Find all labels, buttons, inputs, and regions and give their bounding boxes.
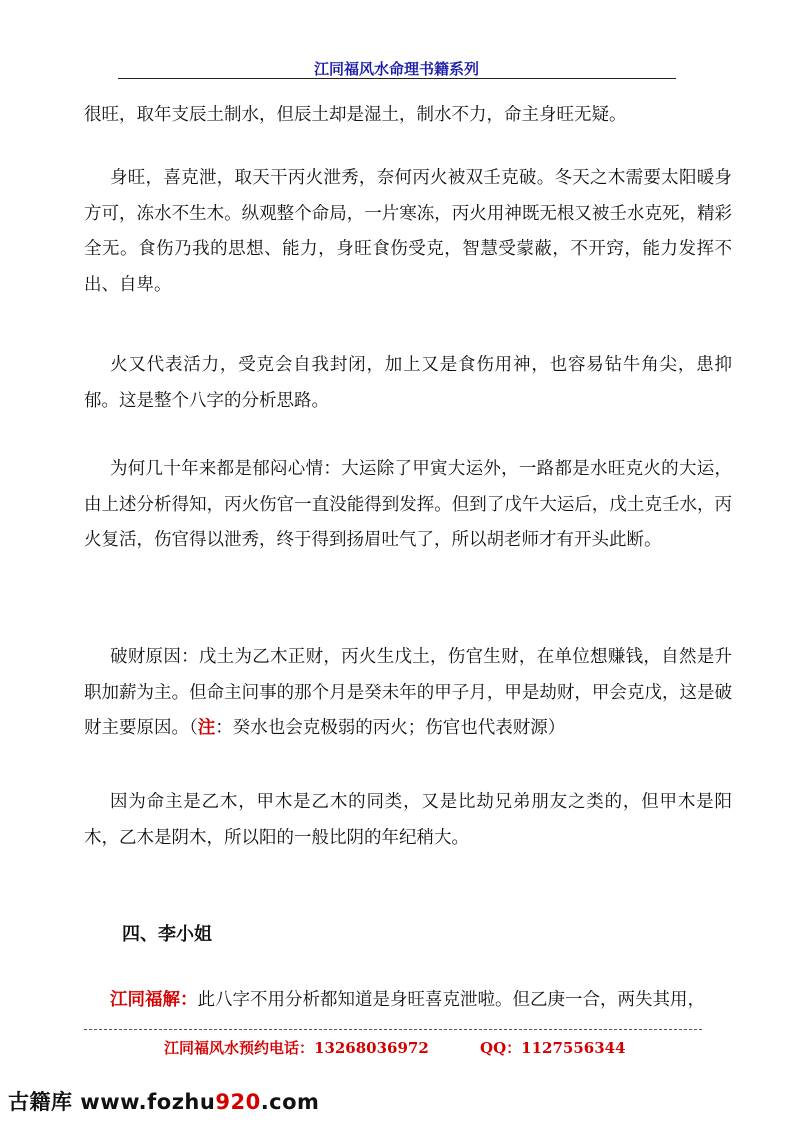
section-heading: 四、李小姐 — [122, 924, 212, 945]
watermark-prefix: 古籍库 www.fozhu — [8, 1090, 216, 1114]
section-text: 此八字不用分析都知道是身旺喜克泄啦。但乙庚一合，两失其用， — [197, 990, 705, 1010]
paragraph-5 — [84, 640, 732, 747]
note-text: ：癸水也会克极弱的丙火；伤官也代表财源） — [215, 718, 566, 738]
paragraph-6: 因为命主是乙木，甲木是乙木的同类，又是比劫兄弟朋友之类的，但甲木是阳木，乙木是阴木，所以阳的一般比阴的年纪稍大。 — [84, 792, 732, 848]
footer-divider — [84, 1029, 702, 1030]
paragraph-1: 很旺，取年支辰土制水，但辰土却是湿土，制水不力，命主身旺无疑。 — [84, 105, 627, 125]
author-label: 江同福解： — [110, 990, 198, 1010]
note-label: 注 — [197, 718, 216, 738]
footer-phone: 江同福风水预约电话：13268036972 — [164, 1039, 429, 1057]
footer-qq: QQ：1127556344 — [480, 1039, 626, 1057]
paragraph-5-text: 破财原因：戊土为乙木正财，丙火生戊土，伤官生财，在单位想赚钱，自然是升职加薪为主。但命主问事的那个月是癸未年的甲子月，甲是劫财，甲会克戊，这是破财主要原因。（ — [84, 647, 732, 738]
section-paragraph — [84, 983, 732, 1019]
paragraph-2: 身旺，喜克泄，取天干丙火泄秀，奈何丙火被双壬克破。冬天之木需要太阳暖身方可，冻水不生木。纵观整个命局，一片寒冻，丙火用神既无根又被壬水克死，精彩全无。食伤乃我的思想、能力，身旺食伤受克，智慧受蒙蔽，不开窍，能力发挥不出、自卑。 — [84, 168, 732, 295]
watermark-highlight: 920 — [215, 1090, 261, 1114]
paragraph-4: 为何几十年来都是郁闷心情：大运除了甲寅大运外，一路都是水旺克火的大运，由上述分析得知，丙火伤官一直没能得到发挥。但到了戊午大运后，戊土克壬水，丙火复活，伤官得以泄秀，终于得到扬眉吐气了，所以胡老师才有开头此断。 — [84, 459, 732, 550]
watermark-suffix: .com — [260, 1090, 320, 1114]
header-divider — [118, 78, 676, 79]
paragraph-3: 火又代表活力，受克会自我封闭，加上又是食伤用神，也容易钻牛角尖，患抑郁。这是整个八字的分析思路。 — [84, 355, 732, 411]
header-title: 江同福风水命理书籍系列 — [313, 60, 479, 78]
site-watermark — [8, 1086, 319, 1116]
